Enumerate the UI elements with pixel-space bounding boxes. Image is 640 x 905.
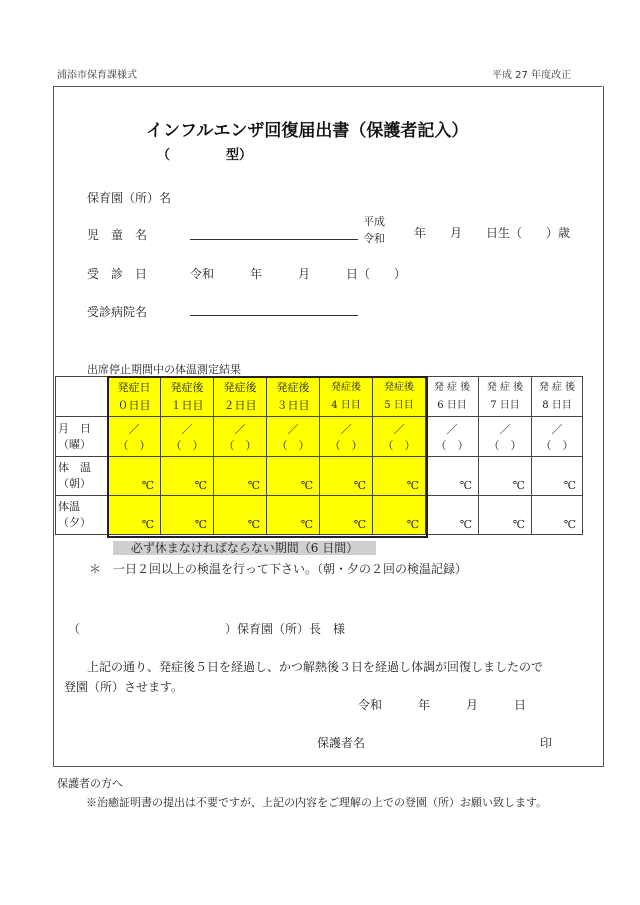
- date-cell[interactable]: ／ （ ）: [479, 417, 532, 457]
- addressee-director: ）保育園（所）長 様: [225, 622, 346, 636]
- date-cell[interactable]: ／ （ ）: [426, 417, 479, 457]
- revision-label: 平成 27 年度改正: [492, 70, 572, 81]
- evening-temp-cell[interactable]: ℃: [108, 496, 161, 535]
- era-reiwa: 令和: [363, 232, 385, 245]
- column-header: 発 症 後 8 日目: [532, 377, 583, 417]
- date-cell[interactable]: ／ （ ）: [214, 417, 267, 457]
- type-label: 型）: [226, 148, 253, 163]
- evening-temp-cell[interactable]: ℃: [161, 496, 214, 535]
- hospital-label: 受診病院名: [87, 305, 148, 319]
- exam-date-label: 受 診 日: [87, 267, 148, 281]
- guardian-name-label: 保護者名: [317, 736, 366, 750]
- date-row-label: 月 日 （曜）: [56, 417, 108, 457]
- evening-row-label: 体温 （夕）: [56, 496, 108, 535]
- type-open-paren: （: [157, 148, 171, 163]
- nursery-name-label: 保育園（所）名: [87, 191, 172, 205]
- column-header: 発 症 後 6 日目: [426, 377, 479, 417]
- column-header: 発症後 １日目: [161, 377, 214, 417]
- corner-cell: [56, 377, 108, 417]
- column-header: 発症後 5 日目: [373, 377, 426, 417]
- evening-temp-row: [56, 496, 583, 535]
- seal-mark: 印: [540, 736, 553, 750]
- evening-temp-cell[interactable]: ℃: [426, 496, 479, 535]
- statement-line-1: 上記の通り、発症後５日を経過し、かつ解熱後３日を経過し体調が回復しましたので: [87, 660, 544, 674]
- evening-temp-cell[interactable]: ℃: [479, 496, 532, 535]
- birthdate-age: 年 月 日生（ ）歳: [414, 226, 571, 240]
- morning-row-label: 体 温 （朝）: [56, 457, 108, 496]
- column-header: 発症後 4 日目: [320, 377, 373, 417]
- morning-temp-cell[interactable]: ℃: [267, 457, 320, 496]
- statement-date[interactable]: 令和 年 月 日: [358, 698, 527, 712]
- date-cell[interactable]: ／ （ ）: [320, 417, 373, 457]
- date-row: [56, 417, 583, 457]
- morning-temp-cell[interactable]: ℃: [532, 457, 583, 496]
- morning-temp-cell[interactable]: ℃: [479, 457, 532, 496]
- hospital-line[interactable]: [190, 315, 358, 316]
- morning-temp-cell[interactable]: ℃: [108, 457, 161, 496]
- temperature-heading: 出席停止期間中の体温測定結果: [87, 363, 241, 376]
- morning-temp-row: [56, 457, 583, 496]
- exam-date-field[interactable]: 令和 年 月 日（ ）: [190, 267, 407, 281]
- date-cell[interactable]: ／ （ ）: [108, 417, 161, 457]
- addressee-open-paren: （: [68, 622, 81, 636]
- date-cell[interactable]: ／ （ ）: [532, 417, 583, 457]
- date-cell[interactable]: ／ （ ）: [161, 417, 214, 457]
- era-heisei: 平成: [363, 215, 385, 228]
- child-name-line[interactable]: [190, 239, 358, 240]
- temperature-note: ＊ 一日２回以上の検温を行って下さい。（朝・夕の２回の検温記録）: [89, 562, 468, 576]
- statement-line-2: 登園（所）させます。: [64, 680, 184, 694]
- form-code-label: 浦添市保育課様式: [57, 70, 137, 81]
- footer-title: 保護者の方へ: [57, 777, 123, 790]
- evening-temp-cell[interactable]: ℃: [373, 496, 426, 535]
- temperature-table: [55, 376, 583, 535]
- table-header-row: [56, 377, 583, 417]
- morning-temp-cell[interactable]: ℃: [161, 457, 214, 496]
- morning-temp-cell[interactable]: ℃: [214, 457, 267, 496]
- evening-temp-cell[interactable]: ℃: [214, 496, 267, 535]
- column-header: 発症日 ０日目: [108, 377, 161, 417]
- column-header: 発 症 後 7 日目: [479, 377, 532, 417]
- footer-note: ※治癒証明書の提出は不要ですが、上記の内容をご理解の上での登園（所）お願い致します。: [86, 796, 548, 809]
- morning-temp-cell[interactable]: ℃: [320, 457, 373, 496]
- page-title: インフルエンザ回復届出書（保護者記入）: [146, 121, 469, 141]
- mandatory-period-caption: 必ず休まなければならない期間（6 日間）: [113, 541, 376, 555]
- evening-temp-cell[interactable]: ℃: [532, 496, 583, 535]
- date-cell[interactable]: ／ （ ）: [267, 417, 320, 457]
- date-cell[interactable]: ／ （ ）: [373, 417, 426, 457]
- evening-temp-cell[interactable]: ℃: [320, 496, 373, 535]
- morning-temp-cell[interactable]: ℃: [426, 457, 479, 496]
- column-header: 発症後 ２日目: [214, 377, 267, 417]
- morning-temp-cell[interactable]: ℃: [373, 457, 426, 496]
- evening-temp-cell[interactable]: ℃: [267, 496, 320, 535]
- column-header: 発症後 ３日目: [267, 377, 320, 417]
- child-name-label: 児 童 名: [87, 228, 148, 242]
